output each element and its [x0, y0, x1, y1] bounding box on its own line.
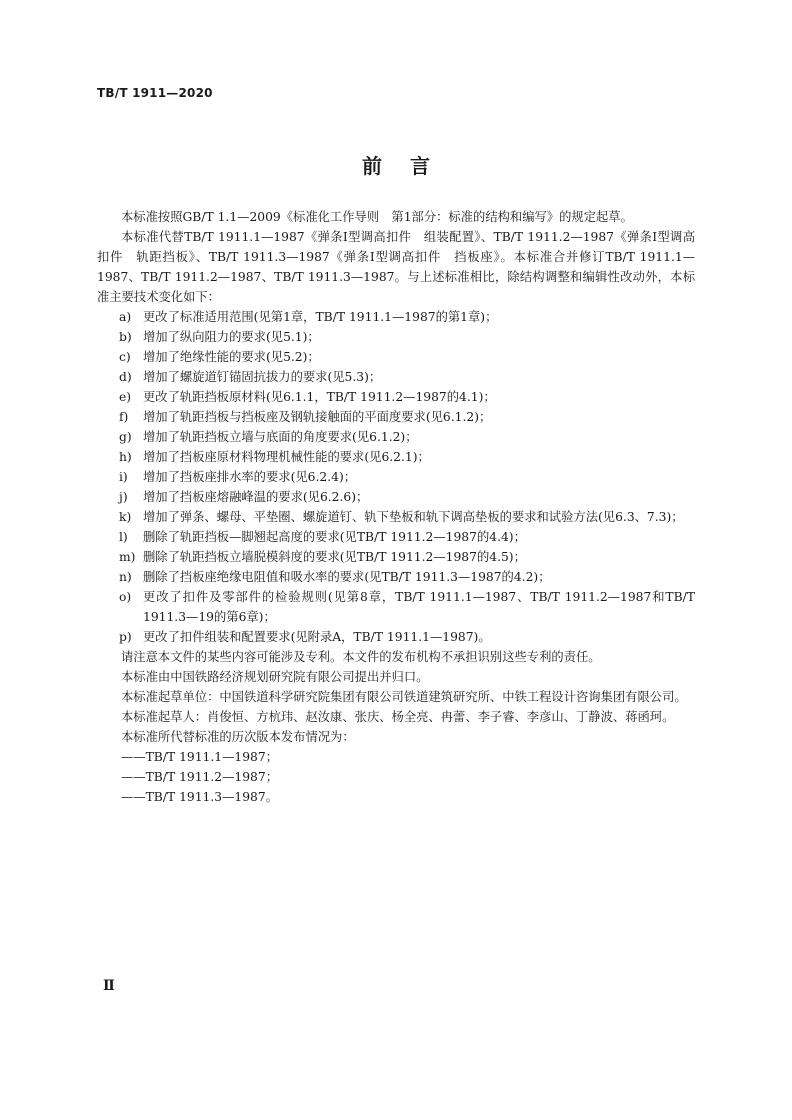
list-item [97, 507, 695, 527]
item-mark: i) [119, 470, 128, 484]
proposer-statement: 本标准由中国铁路经济规划研究院有限公司提出并归口。 [121, 670, 429, 684]
list-item [97, 487, 695, 507]
item-text: 更改了扣件及零部件的检验规则(见第8章，TB/T 1911.1—1987、TB/T 1911.2—1987和TB/T 1911.3—19的第6章)； [143, 590, 695, 624]
item-mark: d) [119, 370, 132, 384]
history-intro: 本标准所代替标准的历次版本发布情况为： [121, 730, 355, 744]
patent-notice: 请注意本文件的某些内容可能涉及专利。本文件的发布机构不承担识别这些专利的责任。 [121, 650, 601, 664]
item-mark: k) [119, 510, 132, 524]
item-text: 增加了螺旋道钉锚固抗拔力的要求(见5.3)； [143, 370, 382, 384]
item-text: 增加了纵向阻力的要求(见5.1)； [143, 330, 320, 344]
list-item [97, 547, 695, 567]
list-item [97, 467, 695, 487]
list-item [97, 587, 695, 627]
intro-paragraph-1: 本标准按照GB/T 1.1—2009《标准化工作导则 第1部分：标准的结构和编写》的规定起草。 [121, 210, 633, 224]
item-text: 更改了轨距挡板原材料(见6.1.1，TB/T 1911.2—1987的4.1)； [143, 390, 496, 404]
list-item [97, 427, 695, 447]
list-item [97, 307, 695, 327]
intro-paragraph-2: 本标准代替TB/T 1911.1—1987《弹条Ⅰ型调高扣件 组装配置》、TB/T 1911.2—1987《弹条Ⅰ型调高扣件 轨距挡板》、TB/T 1911.3—1987《弹条Ⅰ型调高扣件 挡板座》。本标准合并修订TB/T 1911.1—1987、TB/T 1911.2—1987、TB/T 1911.3—1987。与上述标准相比，除结构调整和编辑性改动外，本标准主要技术变化如下： [97, 230, 695, 304]
page-number: Ⅱ [103, 978, 115, 994]
list-item [97, 407, 695, 427]
item-mark: o) [119, 590, 132, 604]
list-item [97, 347, 695, 367]
item-mark: b) [119, 330, 132, 344]
item-mark: c) [119, 350, 131, 364]
list-item [97, 327, 695, 347]
item-text: 删除了轨距挡板—脚翘起高度的要求(见TB/T 1911.2—1987的4.4)； [143, 530, 526, 544]
list-item [97, 387, 695, 407]
item-mark: m) [119, 550, 136, 564]
list-item [97, 527, 695, 547]
item-text: 增加了绝缘性能的要求(见5.2)； [143, 350, 320, 364]
item-mark: j) [119, 490, 128, 504]
drafting-units: 本标准起草单位：中国铁道科学研究院集团有限公司铁道建筑研究所、中铁工程设计咨询集团有限公司。 [121, 690, 687, 704]
list-item [97, 567, 695, 587]
changes-list [97, 307, 695, 647]
item-mark: a) [119, 310, 132, 324]
item-text: 删除了轨距挡板立墙脱模斜度的要求(见TB/T 1911.2—1987的4.5)； [143, 550, 526, 564]
item-text: 增加了挡板座熔融峰温的要求(见6.2.6)； [143, 490, 369, 504]
history-item: ——TB/T 1911.1—1987； [121, 750, 279, 764]
history-item: ——TB/T 1911.2—1987； [121, 770, 279, 784]
item-text: 删除了挡板座绝缘电阻值和吸水率的要求(见TB/T 1911.3—1987的4.2)； [143, 570, 551, 584]
standard-code-header: TB/T 1911—2020 [97, 86, 213, 100]
item-mark: n) [119, 570, 132, 584]
item-text: 更改了标准适用范围(见第1章，TB/T 1911.1—1987的第1章)； [143, 310, 498, 324]
item-text: 增加了轨距挡板立墙与底面的角度要求(见6.1.2)； [143, 430, 418, 444]
foreword-body [97, 207, 695, 807]
item-text: 增加了弹条、螺母、平垫圈、螺旋道钉、轨下垫板和轨下调高垫板的要求和试验方法(见6.3、7.3)； [143, 510, 684, 524]
item-mark: l) [119, 530, 128, 544]
item-text: 增加了挡板座原材料物理机械性能的要求(见6.2.1)； [143, 450, 430, 464]
history-item: ——TB/T 1911.3—1987。 [121, 790, 279, 804]
item-mark: h) [119, 450, 132, 464]
page-title: 前言 [362, 154, 458, 178]
item-mark: p) [119, 630, 132, 644]
item-text: 更改了扣件组装和配置要求(见附录A，TB/T 1911.1—1987)。 [143, 630, 491, 644]
drafters: 本标准起草人：肖俊恒、方杭玮、赵汝康、张庆、杨全亮、冉蕾、李子睿、李彦山、丁静波、蒋函珂。 [121, 710, 675, 724]
item-text: 增加了轨距挡板与挡板座及钢轨接触面的平面度要求(见6.1.2)； [143, 410, 492, 424]
item-mark: g) [119, 430, 132, 444]
list-item [97, 367, 695, 387]
list-item [97, 447, 695, 467]
item-mark: f) [119, 410, 129, 424]
list-item [97, 627, 695, 647]
item-mark: e) [119, 390, 132, 404]
item-text: 增加了挡板座排水率的要求(见6.2.4)； [143, 470, 357, 484]
